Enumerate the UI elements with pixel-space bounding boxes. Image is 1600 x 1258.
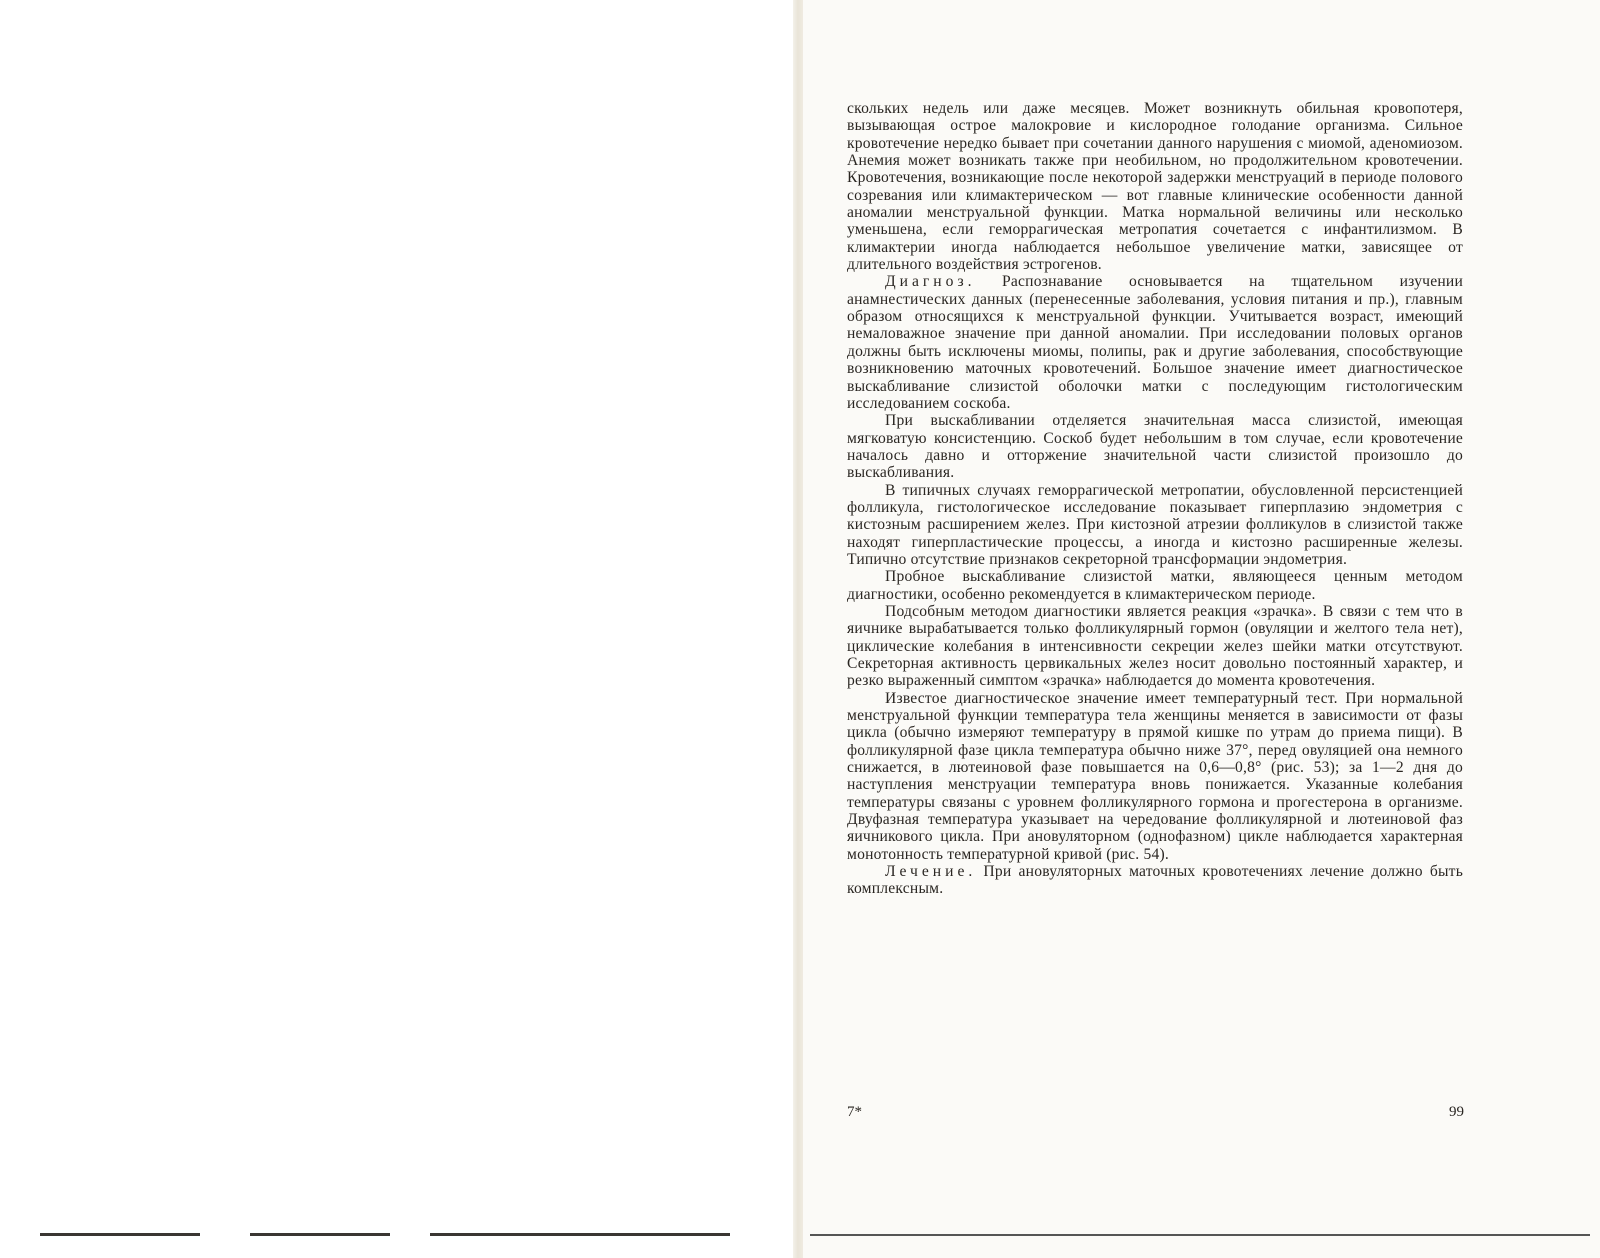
paragraph (847, 482, 1463, 569)
paragraph-text: Распознавание основывается на тщательном изучении анамнестических данных (перенесенные заболевания, условия питания и пр.), главным образом относящихся к менструальной функции. Учитывается возраст, имеющий немаловажное значение при данной аномалии. При исследовании половых органов должны быть исключены миомы, полипы, рак и другие заболевания, способствующие возникновению маточных кровотечений. Большое значение имеет диагностическое выскабливание слизистой оболочки матки с последующим гистологическим исследованием соскоба. (847, 273, 1463, 412)
page-edge-shadow (430, 1233, 730, 1236)
body-text (847, 100, 1463, 898)
page-edge-shadow (250, 1233, 390, 1236)
section-lead: Диагноз. (885, 273, 976, 291)
paragraph (847, 690, 1463, 863)
page-number: 99 (1449, 1104, 1464, 1120)
left-page-blank (0, 0, 795, 1258)
paragraph (847, 412, 1463, 481)
signature-mark: 7* (847, 1104, 862, 1120)
paragraph-text: При ановуляторных маточных кровотечениях лечение должно быть комплексным. (847, 863, 1463, 898)
paragraph-text: В типичных случаях геморрагической метропатии, обусловленной персистенцией фолликула, гистологическое исследование показывает гиперплазию эндометрия с кистозным расширением желез. При кистозной атрезии фолликулов в слизистой также находят гиперпластические процессы, а иногда и кистозно расширенные железы. Типично отсутствие признаков секреторной трансформации эндометрия. (847, 481, 1463, 568)
paragraph-text: Известое диагностическое значение имеет температурный тест. При нормальной менструальной функции температура тела женщины меняется в зависимости от фазы цикла (обычно измеряют температуру в прямой кишке по утрам до приема пищи). В фолликулярной фазе цикла температура обычно ниже 37°, перед овуляцией она немного снижается, в лютеиновой фазе повышается на 0,6—0,8° (рис. 53); за 1—2 дня до наступления менструации температура вновь понижается. Указанные колебания температуры связаны с уровнем фолликулярного гормона и прогестерона в организме. Двуфазная температура указывает на чередование фолликулярной и лютеиновой фаз яичникового цикла. При ановуляторном (однофазном) цикле наблюдается характерная монотонность температурной кривой (рис. 54). (847, 689, 1463, 863)
page-edge-shadow (40, 1233, 200, 1236)
paragraph-text: Пробное выскабливание слизистой матки, являющееся ценным методом диагностики, особенно рекомендуется в климактерическом периоде. (847, 568, 1463, 603)
page-edge-shadow (810, 1234, 1590, 1236)
paragraph (847, 273, 1463, 412)
paragraph-text: При выскабливании отделяется значительная масса слизистой, имеющая мягковатую консистенцию. Соскоб будет небольшим в том случае, если кровотечение началось давно и отторжение значительной части слизистой произошло до выскабливания. (847, 412, 1463, 482)
paragraph (847, 568, 1463, 603)
paragraph-text: Подсобным методом диагностики является реакция «зрачка». В связи с тем что в яичнике вырабатывается только фолликулярный гормон (овуляции и желтого тела нет), циклические колебания в интенсивности секреции желез шейки матки отсутствуют. Секреторная активность цервикальных желез носит довольно постоянный характер, и резко выраженный симптом «зрачка» наблюдается до момента кровотечения. (847, 602, 1463, 690)
paragraph (847, 100, 1463, 273)
paragraph-text: скольких недель или даже месяцев. Может возникнуть обильная кровопотеря, вызывающая острое малокровие и кислородное голодание организма. Сильное кровотечение нередко бывает при сочетании данного нарушения с миомой, аденомиозом. Анемия может возникать также при необильном, но продолжительном кровотечении. Кровотечения, возникающие после некоторой задержки менструаций в периоде полового созревания или климактерическом — вот главные клинические особенности данной аномалии менструальной функции. Матка нормальной величины или несколько уменьшена, если геморрагическая метропатия сочетается с инфантилизмом. В климактерии иногда наблюдается небольшое увеличение матки, зависящее от длительного воздействия эстрогенов. (847, 100, 1463, 274)
section-lead: Лечение. (885, 863, 977, 881)
paragraph (847, 603, 1463, 690)
paragraph (847, 863, 1463, 898)
